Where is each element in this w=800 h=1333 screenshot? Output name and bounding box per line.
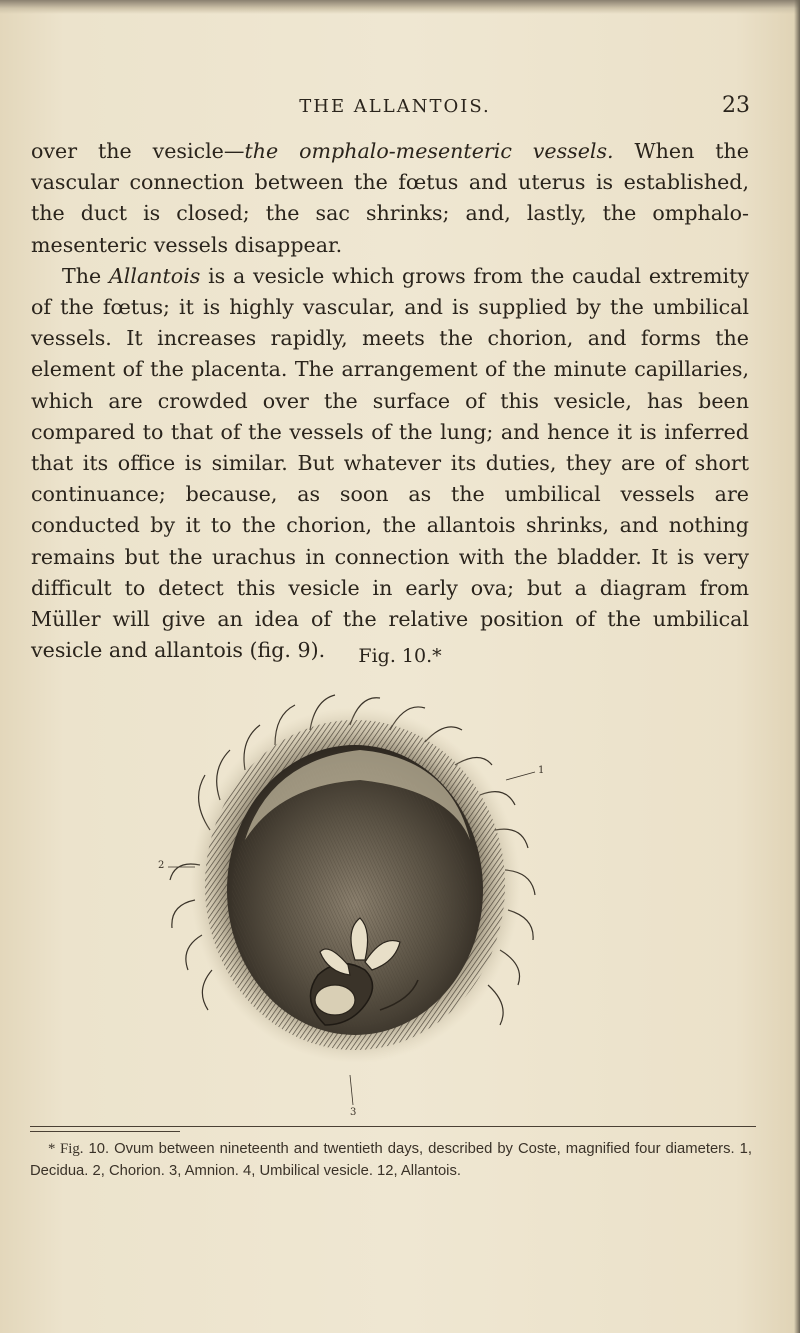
- paragraph-1-start: over the vesicle—: [31, 139, 245, 163]
- callout-line-1: [506, 772, 535, 780]
- ovum-illustration: [150, 680, 560, 1125]
- figure-label: Fig. 10.*: [358, 645, 442, 667]
- page-header: [30, 93, 760, 123]
- callout-2: 2: [158, 860, 165, 871]
- footnote-text: 10. Ovum between nineteenth and twentieth days, described by Coste, magnified four diameters. 1, Decidua. 2, Chorion. 3, Amnion. 4, Umbilical vesicle. 12, Allantois.: [30, 1141, 752, 1179]
- footnote-rule-short: [30, 1131, 180, 1132]
- paragraph-1: [31, 136, 749, 261]
- paragraph-2-end: is a vesicle which grows from the caudal extremity of the fœtus; it is highly vascular, and is supplied by the umbilical vessels. It increases rapidly, meets the chorion, and forms the element of the placenta. The arrangement of the minute capillaries, which are crowded over the surface of this vesicle, has been compared to that of the vessels of the lung; and hence it is inferred that its office is similar. But whatever its duties, they are of short continuance; because, as soon as the umbilical vessels are conducted by it to the chorion, the allantois shrinks, and nothing remains but the urachus in connection with the bladder. It is very difficult to detect this vesicle in early ova; but a diagram from Müller will give an idea of the relative position of the umbilical vesicle and allantois (fig. 9).: [31, 263, 750, 663]
- footnote: [30, 1139, 752, 1182]
- umbilical-vesicle: [315, 985, 355, 1015]
- paragraph-1-end: When the vascular connection between the fœtus and uterus is established, the duct is closed; the sac shrinks; and, lastly, the omphalo-mesenteric vessels disappear.: [31, 139, 749, 257]
- paragraph-2-start: The: [62, 263, 109, 288]
- footnote-rule: [30, 1126, 756, 1127]
- callout-1: 1: [538, 765, 545, 776]
- page-top-shadow: [0, 0, 800, 14]
- callout-line-3: [350, 1075, 353, 1105]
- paragraph-2-italic: Allantois: [108, 263, 201, 288]
- page-number: 23: [722, 93, 750, 118]
- ovum-engraving: [150, 680, 560, 1125]
- callout-3: 3: [350, 1107, 357, 1118]
- paragraph-2: [31, 261, 749, 667]
- footnote-marker: * Fig.: [48, 1141, 84, 1157]
- body-text: [31, 136, 749, 666]
- running-head: THE ALLANTOIS.: [299, 96, 491, 117]
- paragraph-1-italic: the omphalo-mesenteric vessels.: [244, 139, 614, 163]
